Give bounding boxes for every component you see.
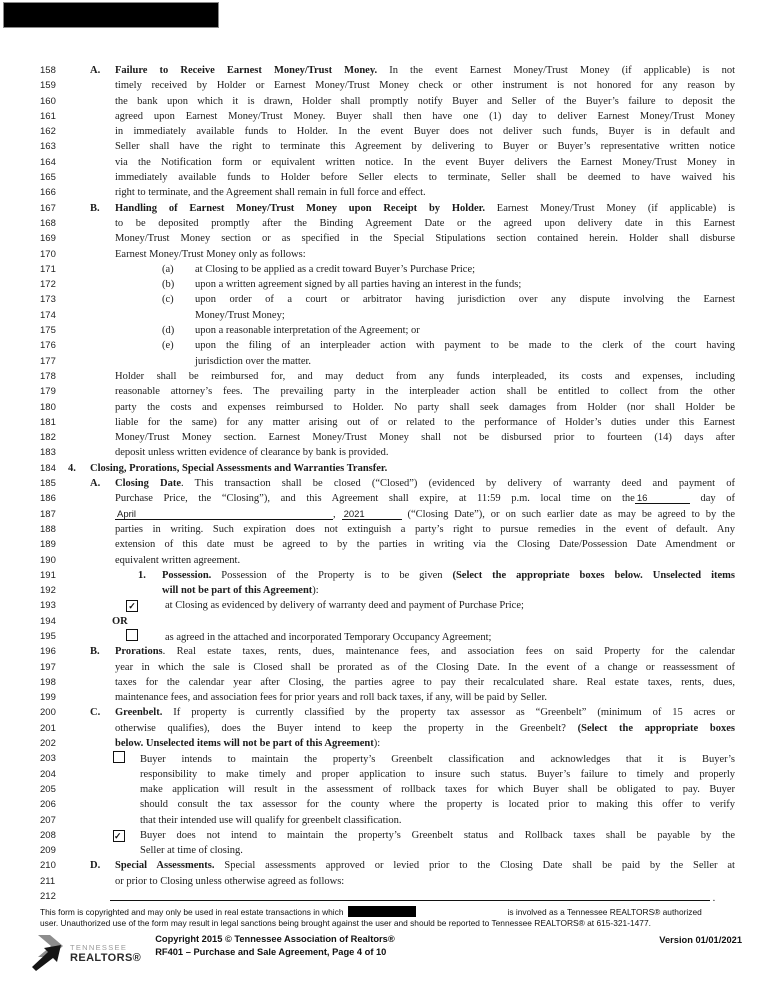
text: Earnest Money/Trust Money (if applicable) is	[485, 202, 736, 214]
text: parties in writing. Such expiration does not extinguish a party’s right to pursue remedies in the event of default. Any	[115, 523, 735, 535]
document-line	[40, 338, 735, 353]
document-line	[40, 828, 735, 843]
line-number: 211	[40, 875, 56, 887]
text-bold: Handling of Earnest Money/Trust Money upon Receipt by Holder.	[115, 202, 485, 214]
line-content	[68, 705, 735, 720]
document-line	[40, 644, 735, 659]
line-content	[68, 461, 735, 476]
line-content	[68, 155, 735, 170]
document-line	[40, 292, 735, 307]
text-bold: below. Unselected items will not be part of this Agreement	[115, 738, 374, 750]
text-bold: Failure to Receive Earnest Money/Trust Money.	[115, 65, 378, 76]
footer-version: Version 01/01/2021	[659, 935, 742, 945]
checkbox-checked[interactable]: ✓	[126, 600, 138, 612]
line-number: 176	[40, 340, 56, 352]
fill-in-field[interactable]: 2021	[342, 508, 402, 520]
document-line	[40, 63, 735, 78]
line-content	[68, 843, 735, 858]
text: (“Closing Date”), or on such earlier date as may be agreed to by the	[401, 508, 736, 520]
document-line	[40, 109, 735, 124]
line-content	[68, 231, 735, 246]
line-content	[68, 292, 735, 307]
document-line	[40, 614, 735, 629]
text: In the event Earnest Money/Trust Money (if applicable) is not	[377, 65, 735, 76]
line-number: 164	[40, 156, 56, 168]
document-line	[40, 476, 735, 491]
text: Seller at time of closing.	[140, 845, 243, 857]
line-content	[68, 323, 735, 338]
line-number: 158	[40, 65, 56, 76]
text: (a)	[162, 263, 174, 275]
disclaimer-line1-pre: This form is copyrighted and may only be used in real estate transactions in which	[40, 907, 344, 917]
line-number: 185	[40, 478, 56, 490]
line-number: 206	[40, 799, 56, 811]
line-number: 179	[40, 386, 56, 398]
line-number: 208	[40, 829, 56, 841]
line-content	[68, 415, 735, 430]
document-line	[40, 369, 735, 384]
tennessee-realtors-logo	[30, 933, 141, 973]
line-number: 204	[40, 768, 56, 780]
line-number: 201	[40, 722, 56, 734]
document-lines	[40, 63, 735, 904]
line-content	[68, 139, 735, 154]
line-content	[68, 797, 735, 812]
line-number: 177	[40, 355, 56, 367]
text: upon a written agreement signed by all parties having an interest in the funds;	[195, 279, 522, 291]
text: the bank upon which it is drawn, Holder shall promptly notify Buyer and Seller of the Buyer’s failure to deposit the	[115, 95, 735, 107]
line-number: 161	[40, 110, 56, 122]
text: party the costs and expenses reimbursed to Holder. No party shall seek damages from Holder (nor shall Holder be	[115, 401, 735, 413]
line-content	[68, 262, 735, 277]
line-content	[68, 400, 735, 415]
line-content	[68, 445, 735, 460]
line-content	[68, 94, 735, 109]
document-line	[40, 201, 735, 216]
document-line	[40, 277, 735, 292]
line-number: 191	[40, 569, 56, 581]
footer-disclaimer	[40, 906, 740, 928]
line-number: 210	[40, 860, 56, 872]
text: at Closing to be applied as a credit toward Buyer’s Purchase Price;	[195, 263, 476, 275]
text: liable for the same) for any matter arising out of or related to the performance of Holder’s duties under this Earnest	[115, 416, 735, 428]
document-line	[40, 139, 735, 154]
line-content	[68, 430, 735, 445]
document-line	[40, 675, 735, 690]
text: agreed upon Earnest Money/Trust Money. Buyer shall then have one (1) day to deliver Earnest Money/Trust Money	[115, 110, 735, 122]
line-number: 189	[40, 539, 56, 551]
line-content	[68, 690, 735, 705]
line-number: 170	[40, 248, 56, 260]
document-line	[40, 843, 735, 858]
document-line	[40, 430, 735, 445]
footer-bar	[30, 933, 742, 973]
text: Holder shall be reimbursed for, and may deduct from any funds interpleaded, its costs and expenses, including	[115, 370, 735, 382]
line-content	[68, 568, 735, 583]
line-content	[68, 308, 735, 323]
line-content	[68, 858, 735, 873]
text: (b)	[162, 279, 175, 291]
text: to be deposited promptly after the Binding Agreement Date or the agreed upon delivery date in this Earnest	[115, 217, 735, 229]
text-bold: Special Assessments.	[115, 860, 215, 872]
document-line	[40, 629, 735, 644]
line-number: 192	[40, 585, 56, 597]
text: immediately available funds to Holder before Seller elects to terminate, Seller shall be deemed to have waived his	[115, 172, 735, 184]
text-bold: D.	[90, 860, 101, 872]
line-content	[68, 491, 735, 506]
document-line	[40, 874, 735, 889]
text: Buyer does not intend to maintain the property’s Greenbelt status and Rollback taxes shall be payable by the	[140, 829, 735, 841]
text: (c)	[162, 294, 174, 306]
document-line	[40, 598, 735, 613]
line-number: 166	[40, 187, 56, 199]
text-bold: B.	[90, 646, 100, 658]
line-content	[68, 124, 735, 139]
header-redaction-box	[3, 2, 219, 28]
text-bold: Possession.	[162, 569, 212, 581]
line-content	[68, 476, 735, 491]
text-bold: 4.	[68, 462, 76, 474]
text: jurisdiction over the matter.	[195, 355, 312, 367]
copyright-line2: RF401 – Purchase and Sale Agreement, Page 4 of 10	[155, 946, 387, 957]
line-content	[68, 78, 735, 93]
line-number: 193	[40, 600, 56, 612]
line-content	[68, 338, 735, 353]
line-content	[68, 767, 735, 782]
document-line	[40, 553, 735, 568]
line-number: 200	[40, 707, 56, 719]
logo-realtors-label: REALTORS®	[70, 951, 142, 964]
text-bold: Closing Date	[115, 478, 182, 490]
text: taxes for the calendar year after Closing, the parties agree to pay their recalculated share. Real estate taxes, rents, dues,	[115, 676, 735, 688]
text: ):	[312, 585, 319, 597]
text: Money/Trust Money section or as specified in the Special Stipulations section contained herein. Holder shall disburse	[115, 233, 735, 245]
tennessee-realtors-logo-icon	[30, 933, 66, 973]
text: or prior to Closing unless otherwise agreed as follows:	[115, 875, 345, 887]
text-bold: OR	[112, 615, 128, 627]
line-content	[68, 170, 735, 185]
logo-tennessee-label: TENNESSEE	[70, 942, 128, 952]
document-line	[40, 170, 735, 185]
document-line	[40, 751, 735, 766]
line-content	[68, 384, 735, 399]
checkbox-checked[interactable]: ✓	[113, 830, 125, 842]
line-content	[68, 598, 735, 613]
disclaimer-line1-post: is involved as a Tennessee REALTORS® authorized	[507, 907, 702, 917]
disclaimer-line2: user. Unauthorized use of the form may result in legal sanctions being brought against the user and should be reported to Tennessee REALTORS® at 615-321-1477.	[40, 917, 651, 928]
text: timely received by Holder or Earnest Money/Trust Money check or other instrument is not honored for any reason by	[115, 80, 735, 92]
document-line	[40, 354, 735, 369]
line-number: 181	[40, 416, 56, 428]
document-line	[40, 858, 735, 873]
text: ,	[333, 508, 342, 520]
disclaimer-redaction-box	[348, 906, 416, 917]
line-content	[68, 736, 735, 751]
fill-in-field[interactable]: 16	[635, 492, 690, 504]
text: . This transaction shall be closed (“Closed”) (evidenced by delivery of warranty deed and payment of	[181, 478, 735, 490]
text: Special assessments approved or levied prior to the Closing Date shall be paid by the Seller at	[214, 860, 735, 872]
document-line	[40, 507, 735, 522]
text: at Closing as evidenced by delivery of warranty deed and payment of Purchase Price;	[165, 600, 524, 612]
text: (e)	[162, 340, 174, 352]
line-content	[68, 247, 735, 262]
document-line	[40, 782, 735, 797]
text: upon the filing of an interpleader action with payment to be made to the clerk of the court having	[195, 340, 735, 352]
text: that their intended use will qualify for greenbelt classification.	[140, 814, 402, 826]
line-number: 212	[40, 891, 56, 903]
line-content	[68, 537, 735, 552]
document-line	[40, 522, 735, 537]
line-content	[68, 583, 735, 598]
text: maintenance fees, and association fees for prior years and roll back taxes, if any, will be paid by Seller.	[115, 692, 547, 704]
document-line	[40, 583, 735, 598]
text-bold: Closing, Prorations, Special Assessments and Warranties Transfer.	[90, 462, 388, 474]
document-line	[40, 308, 735, 323]
text: upon a reasonable interpretation of the Agreement; or	[195, 325, 420, 337]
line-number: 182	[40, 432, 56, 444]
line-content	[68, 277, 735, 292]
text: should consult the tax assessor for the county where the property is located prior to making this offer to verify	[140, 799, 735, 811]
line-number: 188	[40, 523, 56, 535]
line-number: 198	[40, 676, 56, 688]
text: equivalent written agreement.	[115, 554, 241, 566]
text: Possession of the Property is to be given	[211, 569, 453, 581]
line-content	[68, 201, 735, 216]
line-number: 184	[40, 462, 56, 474]
document-line	[40, 155, 735, 170]
line-content	[68, 553, 735, 568]
text: upon order of a court or arbitrator having jurisdiction over any dispute involving the Earnest	[195, 294, 735, 306]
document-line	[40, 813, 735, 828]
line-number: 163	[40, 141, 56, 153]
text-bold: (Select the appropriate boxes below. Unselected items	[452, 569, 735, 581]
line-number: 205	[40, 783, 56, 795]
document-line	[40, 262, 735, 277]
logo-text	[70, 943, 141, 964]
document-line	[40, 705, 735, 720]
text: If property is currently classified by the property tax assessor as “Greenbelt” (minimum of 15 acres or	[162, 707, 735, 719]
text: . Real estate taxes, rents, dues, maintenance fees, and association fees on said Property for the calendar	[162, 646, 735, 658]
line-number: 196	[40, 646, 56, 658]
text-bold: A.	[90, 478, 101, 490]
line-content	[68, 675, 735, 690]
checkbox-unchecked[interactable]	[113, 751, 125, 763]
line-number: 175	[40, 325, 56, 337]
document-line	[40, 721, 735, 736]
line-number: 172	[40, 279, 56, 291]
line-content	[68, 889, 735, 904]
line-number: 190	[40, 554, 56, 566]
text-bold: Prorations	[115, 646, 163, 658]
line-content	[68, 354, 735, 369]
line-number: 180	[40, 401, 56, 413]
line-content	[68, 813, 735, 828]
text: Money/Trust Money;	[195, 309, 285, 321]
line-content	[68, 63, 735, 78]
footer-copyright	[155, 933, 659, 958]
document-line	[40, 491, 735, 506]
text: year in which the sale is Closed shall be prorated as of the Closing Date. In the event of a change or reassessment of	[115, 661, 735, 673]
line-content	[68, 782, 735, 797]
line-content	[68, 874, 735, 889]
line-number: 187	[40, 508, 56, 520]
fill-in-field[interactable]: April	[115, 508, 333, 520]
line-number: 167	[40, 202, 56, 214]
line-content	[68, 185, 735, 200]
line-content	[68, 721, 735, 736]
text: right to terminate, and the Agreement shall remain in full force and effect.	[115, 187, 426, 199]
text: otherwise qualifies), does the Buyer intend to keep the property in the Greenbelt?	[115, 722, 578, 734]
document-line	[40, 767, 735, 782]
line-content	[68, 644, 735, 659]
line-number: 197	[40, 661, 56, 673]
copyright-line1: Copyright 2015 © Tennessee Association of Realtors®	[155, 934, 395, 944]
text: Purchase Price, the “Closing”), and this Agreement shall expire, at 11:59 p.m. local time on the	[115, 493, 635, 505]
text: Seller shall have the right to terminate this Agreement by delivering to Buyer or Buyer’s representative written notice	[115, 141, 735, 153]
line-number: 194	[40, 615, 56, 627]
document-line	[40, 94, 735, 109]
document-line	[40, 384, 735, 399]
document-line	[40, 660, 735, 675]
text: reasonable attorney’s fees. The prevailing party in the interpleader action shall be entitled to collect from the other	[115, 386, 735, 398]
line-number: 165	[40, 172, 56, 184]
document-line	[40, 323, 735, 338]
document-line	[40, 124, 735, 139]
document-line	[40, 889, 735, 904]
text: responsibility to make timely and proper application to insure such status. Buyer’s failure to timely and properly	[140, 768, 735, 780]
text: as agreed in the attached and incorporated Temporary Occupancy Agreement;	[165, 631, 492, 643]
text-bold: A.	[90, 65, 101, 76]
text: Earnest Money/Trust Money only as follows:	[115, 248, 306, 260]
text: Buyer intends to maintain the property’s Greenbelt classification and acknowledges that it is Buyer’s	[140, 754, 735, 766]
line-content	[68, 216, 735, 231]
line-content	[68, 751, 735, 766]
document-line	[40, 78, 735, 93]
document-line	[40, 461, 735, 476]
line-number: 159	[40, 80, 56, 92]
text: ):	[373, 738, 381, 750]
disclaimer-line1	[40, 906, 740, 918]
line-number: 183	[40, 447, 56, 459]
line-content	[68, 369, 735, 384]
document-line	[40, 247, 735, 262]
text: deposit unless written evidence of clearance by bank is provided.	[115, 447, 389, 459]
document-line	[40, 537, 735, 552]
line-number: 207	[40, 814, 56, 826]
line-number: 202	[40, 738, 56, 750]
line-number: 199	[40, 692, 56, 704]
line-number: 186	[40, 493, 56, 505]
line-number: 173	[40, 294, 56, 306]
line-content	[68, 629, 735, 644]
document-line	[40, 185, 735, 200]
text: via the Notification form or equivalent written notice. In the event Buyer delivers the Earnest Money/Trust Money in	[115, 156, 735, 168]
line-number: 160	[40, 95, 56, 107]
document-line	[40, 690, 735, 705]
document-line	[40, 736, 735, 751]
document-line	[40, 797, 735, 812]
line-content	[68, 109, 735, 124]
line-number: 162	[40, 126, 56, 138]
line-number: 203	[40, 753, 56, 765]
document-line	[40, 216, 735, 231]
line-content	[68, 828, 735, 843]
line-number: 178	[40, 370, 56, 382]
text: Money/Trust Money section. Earnest Money/Trust Money shall not be disbursed prior to fourteen (14) days after	[115, 432, 735, 444]
line-number: 171	[40, 263, 56, 275]
blank-fill-line[interactable]	[110, 889, 710, 901]
text-bold: B.	[90, 202, 100, 214]
document-line	[40, 415, 735, 430]
document-line	[40, 445, 735, 460]
document-line	[40, 231, 735, 246]
line-content	[68, 660, 735, 675]
line-content	[68, 522, 735, 537]
text: (d)	[162, 325, 175, 337]
text: make application will result in the assessment of rollback taxes for which Buyer shall be obligated to pay. Buyer	[140, 783, 735, 795]
checkbox-unchecked[interactable]	[126, 629, 138, 641]
text: in immediately available funds to Holder. In the event Buyer does not deliver such funds, Buyer is in default and	[115, 126, 735, 138]
document-line	[40, 400, 735, 415]
text-bold: C.	[90, 707, 101, 719]
text-bold: will not be part of this Agreement	[162, 585, 313, 597]
line-number: 174	[40, 309, 56, 321]
document-line	[40, 568, 735, 583]
text-bold: (Select the appropriate boxes	[577, 722, 735, 734]
line-number: 195	[40, 630, 56, 642]
line-number: 168	[40, 217, 56, 229]
line-number: 169	[40, 233, 56, 245]
text-bold: 1.	[138, 569, 146, 581]
text: day of	[689, 493, 735, 505]
text-bold: Greenbelt.	[115, 707, 163, 719]
text: extension of this date must be agreed to by the parties in writing via the Closing Date/Possession Date Amendment or	[115, 539, 735, 551]
line-content	[68, 614, 735, 629]
line-content	[68, 507, 735, 522]
text: .	[710, 893, 716, 905]
line-number: 209	[40, 845, 56, 857]
